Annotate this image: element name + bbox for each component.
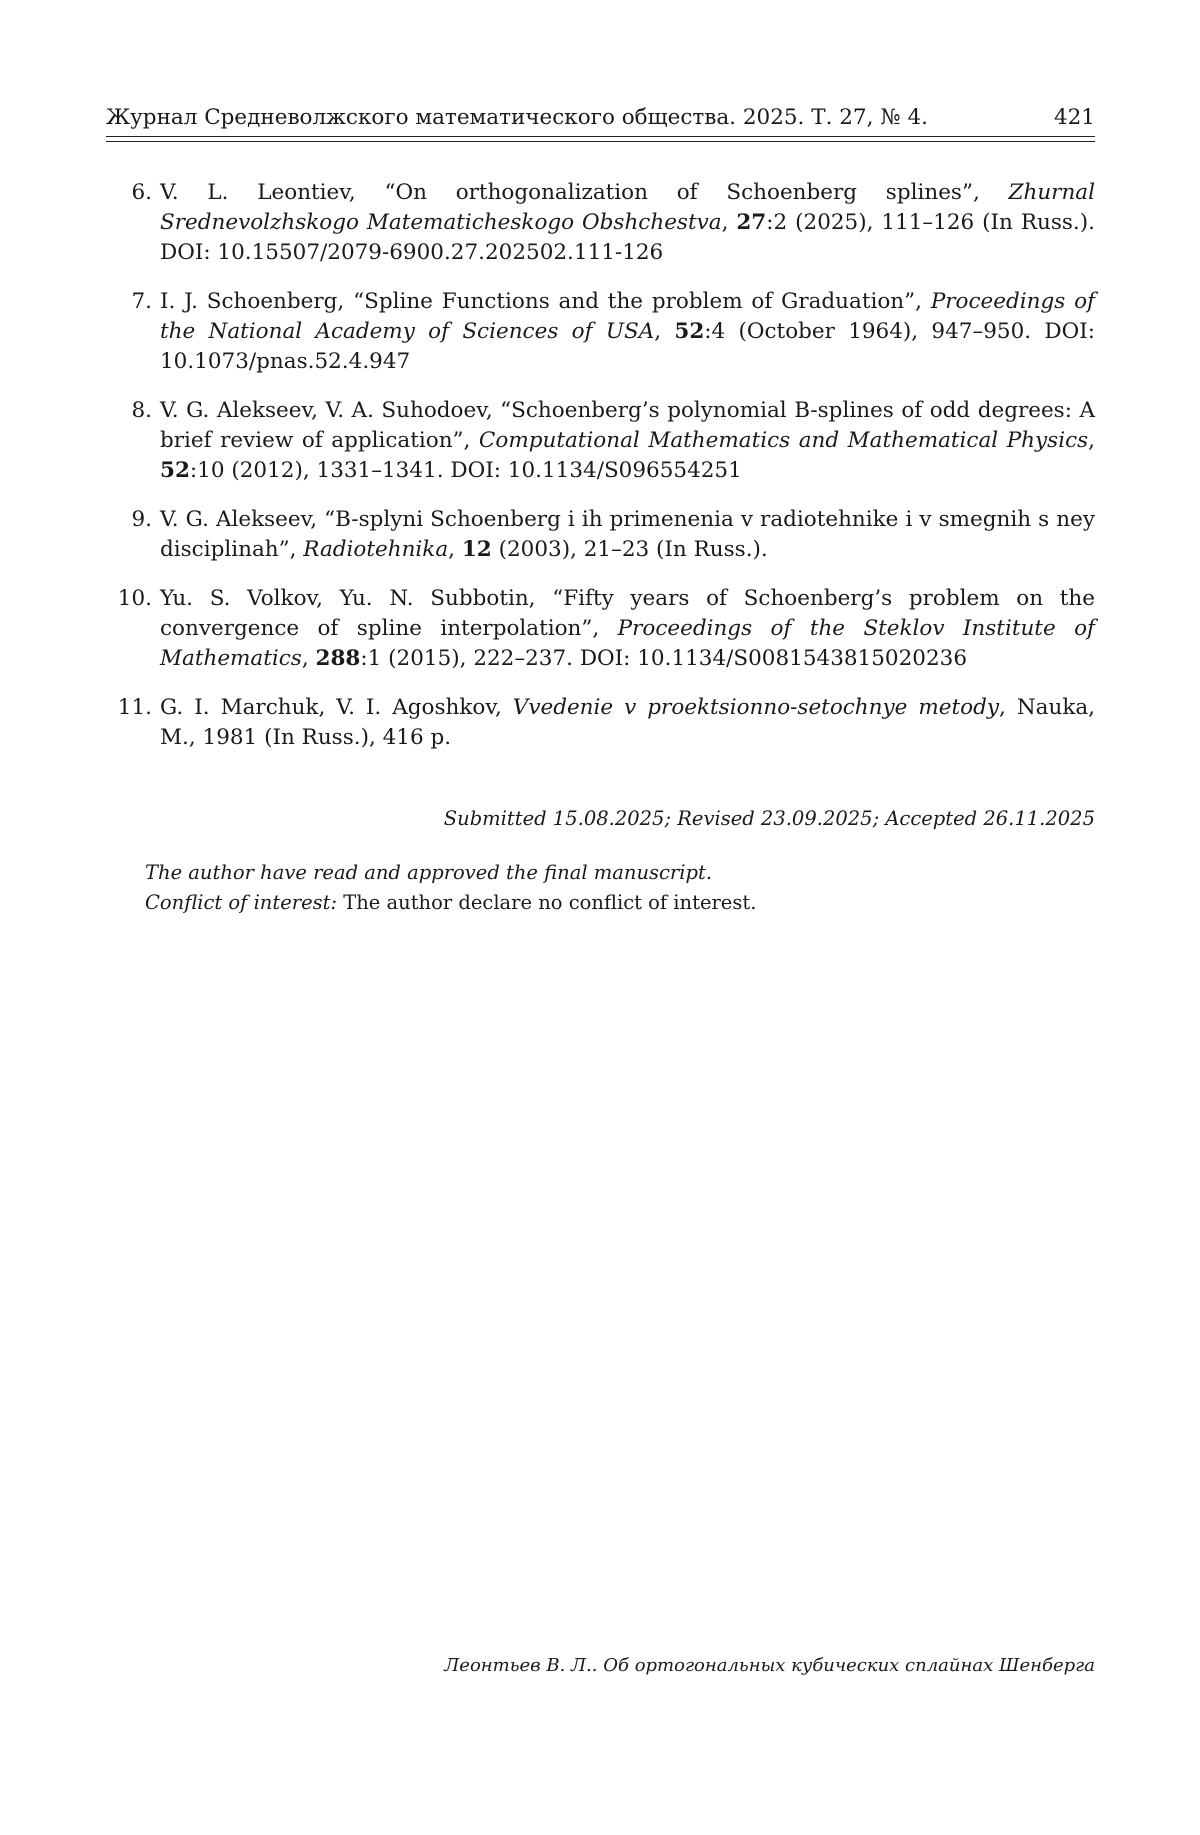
reference-item	[106, 584, 1095, 674]
reference-authors: I. J. Schoenberg,	[160, 289, 354, 314]
reference-text	[160, 584, 1095, 674]
reference-separator: ,	[721, 210, 737, 235]
reference-separator: ,	[654, 319, 675, 344]
reference-source: Proceedings of the Steklov Institute of Mathematics	[160, 616, 1095, 671]
conflict-text: The author declare no conflict of interest.	[337, 891, 757, 914]
reference-number: 10.	[117, 586, 152, 611]
reference-item	[106, 178, 1095, 268]
reference-item	[106, 396, 1095, 486]
reference-text	[160, 178, 1095, 268]
conflict-line	[145, 888, 1095, 918]
header-rule-bottom	[106, 141, 1095, 142]
reference-source: Radiotehnika	[303, 537, 449, 562]
approval-text: The author have read and approved the final manuscript.	[145, 861, 713, 884]
reference-volume: 52	[674, 319, 705, 344]
reference-text	[160, 396, 1095, 486]
reference-item	[106, 287, 1095, 377]
reference-authors: V. L. Leontiev,	[160, 180, 385, 205]
reference-title: “Spline Functions and the problem of Graduation”,	[353, 289, 931, 314]
reference-details: :1 (2015), 222–237. DOI: 10.1134/S0081543815020236	[360, 646, 967, 671]
reference-title: “Fifty years of Schoenberg’s problem on the convergence of spline interpolation”,	[160, 586, 1095, 641]
approval-line	[145, 858, 1095, 888]
reference-authors: V. G. Alekseev,	[160, 507, 325, 532]
reference-source: Computational Mathematics and Mathematical Physics	[478, 428, 1089, 453]
reference-text	[160, 287, 1095, 377]
reference-details: :10 (2012), 1331–1341. DOI: 10.1134/S096554251	[189, 458, 742, 483]
reference-source: Zhurnal Srednevolzhskogo Matematicheskogo Obshchestva	[160, 180, 1095, 235]
reference-separator: ,	[448, 537, 462, 562]
reference-volume: 27	[736, 210, 767, 235]
reference-list	[106, 178, 1095, 772]
reference-title: “B-splyni Schoenberg i ih primenenia v radiotehnike i v smegnih s ney disciplinah”,	[160, 507, 1095, 562]
approval-statement	[145, 858, 1095, 918]
reference-volume: 12	[461, 537, 492, 562]
reference-separator: , Nauka, M., 1981 (In Russ.), 416 p.	[160, 695, 1096, 750]
reference-number: 11.	[117, 695, 152, 720]
reference-item	[106, 693, 1095, 753]
submission-dates: Submitted 15.08.2025; Revised 23.09.2025; Accepted 26.11.2025	[443, 807, 1095, 830]
reference-title: “Schoenberg’s polynomial B-splines of odd degrees: A brief review of application”,	[160, 398, 1095, 453]
header-rule-top	[106, 136, 1095, 137]
reference-details: :2 (2025), 111–126 (In Russ.). DOI: 10.15507/2079-6900.27.202502.111-126	[160, 210, 1095, 265]
running-footer: Леонтьев В. Л.. Об ортогональных кубических сплайнах Шенберга	[444, 1655, 1095, 1676]
reference-number: 8.	[131, 398, 152, 423]
reference-number: 7.	[131, 289, 152, 314]
reference-number: 9.	[131, 507, 152, 532]
reference-volume: 52	[160, 458, 190, 483]
reference-title: “On orthogonalization of Schoenberg splines”,	[384, 180, 1009, 205]
reference-authors: G. I. Marchuk, V. I. Agoshkov,	[160, 695, 513, 720]
reference-source: Proceedings of the National Academy of Sciences of USA	[160, 289, 1096, 344]
reference-authors: V. G. Alekseev, V. A. Suhodoev,	[160, 398, 501, 423]
page-number: 421	[1053, 105, 1095, 130]
reference-volume: 288	[315, 646, 361, 671]
running-header	[106, 104, 1095, 132]
reference-details: :4 (October 1964), 947–950. DOI: 10.1073/pnas.52.4.947	[160, 319, 1095, 374]
journal-title: Журнал Средневолжского математического общества. 2025. Т. 27, № 4.	[106, 105, 928, 130]
reference-separator: ,	[1088, 428, 1096, 453]
reference-separator: ,	[301, 646, 316, 671]
reference-text	[160, 505, 1095, 565]
reference-text	[160, 693, 1095, 753]
reference-authors: Yu. S. Volkov, Yu. N. Subbotin,	[160, 586, 553, 611]
reference-item	[106, 505, 1095, 565]
reference-details: (2003), 21–23 (In Russ.).	[491, 537, 768, 562]
conflict-label: Conflict of interest:	[145, 891, 338, 914]
reference-number: 6.	[131, 180, 152, 205]
reference-source: Vvedenie v proektsionno-setochnye metody	[512, 695, 999, 720]
